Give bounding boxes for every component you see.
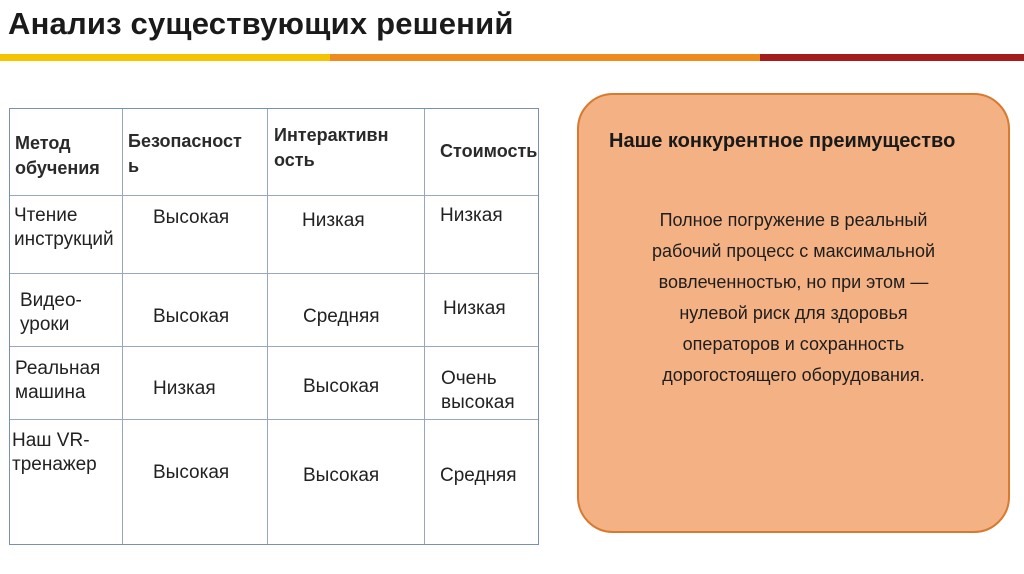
table-cell-method: Реальная машина [15, 358, 101, 403]
table-header-interactivity: Интерактивн ость [274, 125, 389, 170]
table-cell-interactivity: Высокая [303, 465, 380, 486]
accent-bar-yellow [0, 54, 330, 61]
table-row-divider [10, 346, 538, 347]
comparison-table [9, 108, 539, 545]
table-cell-interactivity: Средняя [303, 306, 380, 327]
advantage-heading: Наше конкурентное преимущество [609, 130, 956, 152]
table-cell-cost: Низкая [443, 298, 506, 319]
table-cell-cost: Очень высокая [441, 368, 515, 413]
table-cell-safety: Высокая [153, 306, 230, 327]
accent-bar-orange [330, 54, 760, 61]
advantage-line: рабочий процесс с максимальной [651, 241, 936, 261]
table-cell-cost: Низкая [440, 205, 503, 226]
table-row-divider [10, 273, 538, 274]
accent-bar [0, 54, 1024, 61]
table-cell-cost: Средняя [440, 465, 517, 486]
table-cell-method: Наш VR- тренажер [12, 430, 97, 475]
advantage-text [599, 205, 988, 391]
table-cell-method: Чтение инструкций [14, 205, 114, 250]
table-cell-method: Видео- уроки [20, 290, 82, 335]
table-header-safety: Безопасност ь [128, 131, 242, 176]
table-header-method: Метод обучения [15, 133, 100, 178]
table-cell-interactivity: Высокая [303, 376, 380, 397]
table-cell-safety: Высокая [153, 207, 230, 228]
accent-bar-red [760, 54, 1024, 61]
advantage-line: Полное погружение в реальный [659, 210, 928, 230]
table-cell-safety: Высокая [153, 462, 230, 483]
advantage-line: нулевой риск для здоровья [679, 303, 908, 323]
advantage-line: операторов и сохранность [682, 334, 905, 354]
table-row-divider [10, 195, 538, 196]
advantage-line: дорогостоящего оборудования. [662, 365, 925, 385]
slide-title: Анализ существующих решений [8, 6, 514, 41]
table-col-divider [424, 109, 425, 544]
table-col-divider [267, 109, 268, 544]
table-row-divider [10, 419, 538, 420]
table-cell-interactivity: Низкая [302, 210, 365, 231]
advantage-line: вовлеченностью, но при этом — [658, 272, 929, 292]
table-header-cost: Стоимость [440, 141, 538, 161]
table-cell-safety: Низкая [153, 378, 216, 399]
advantage-card [577, 93, 1010, 533]
table-col-divider [122, 109, 123, 544]
